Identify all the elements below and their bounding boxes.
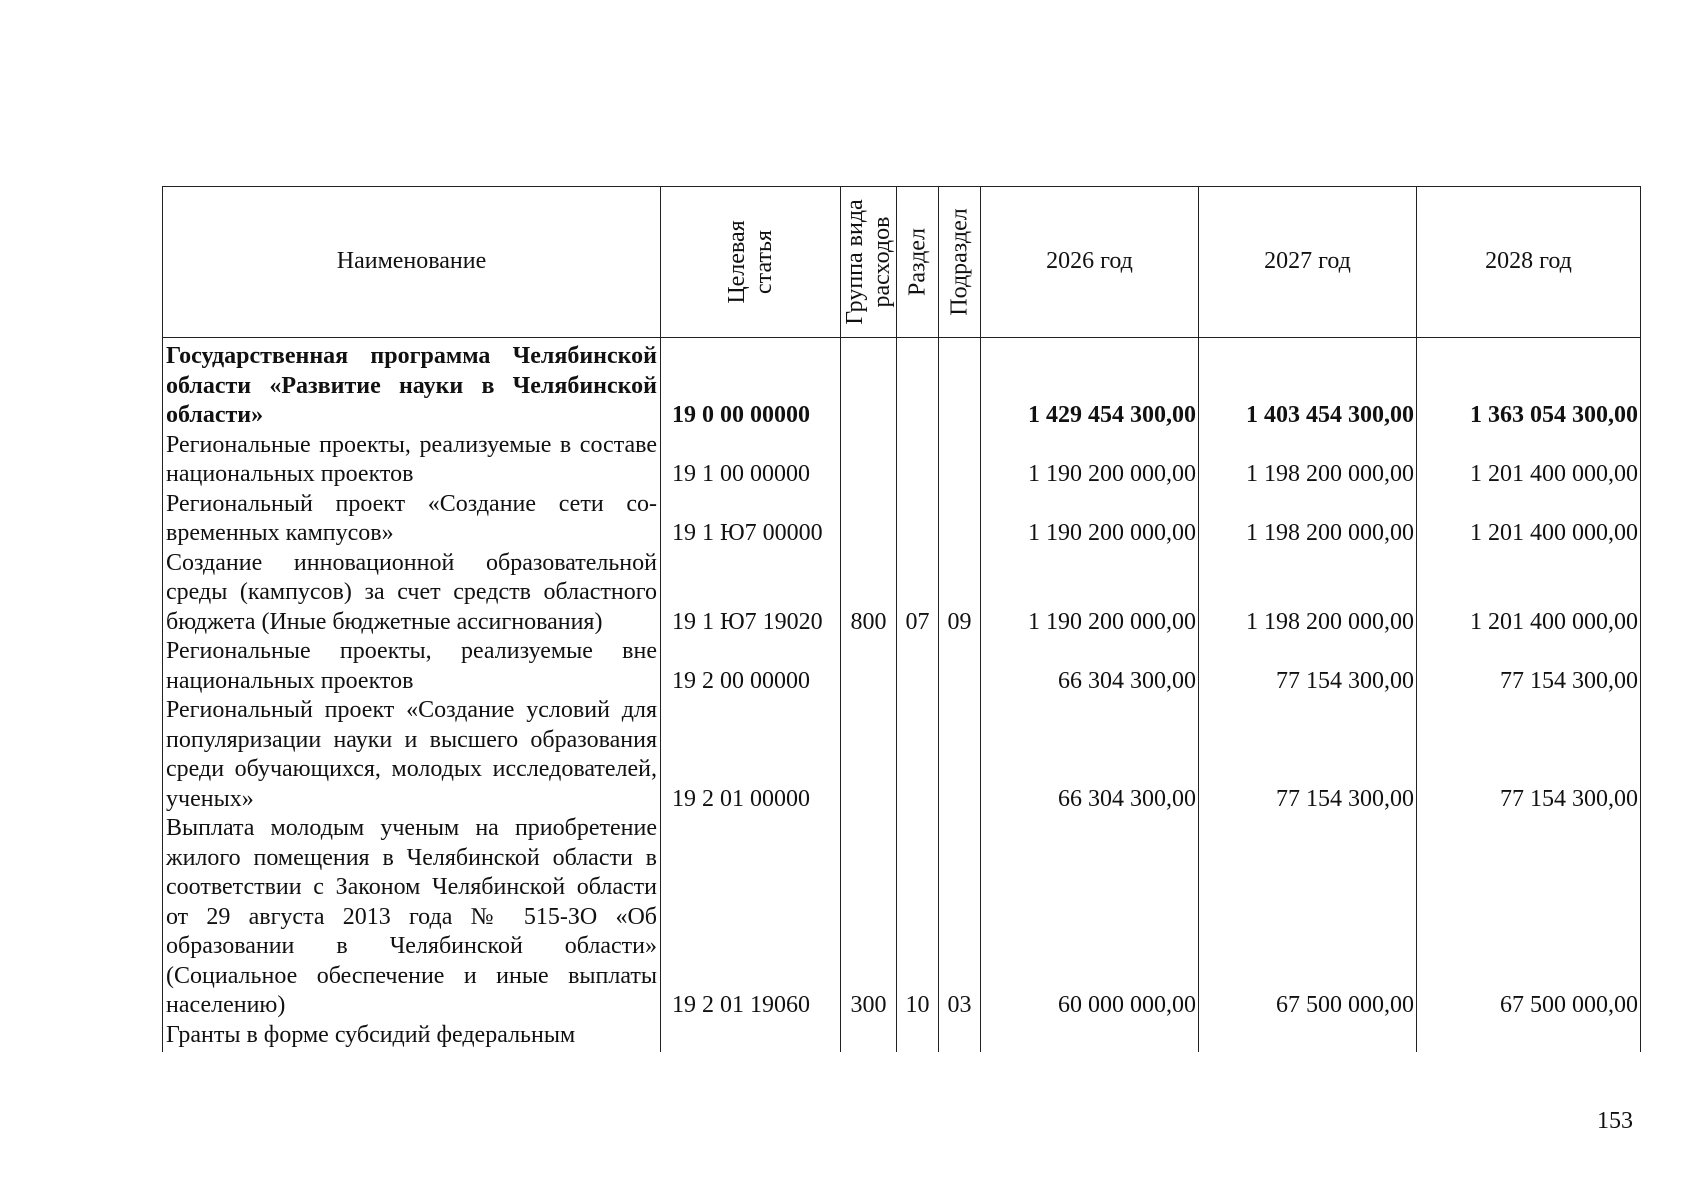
row-name: Региональные проекты, реализуемые в составе национальных проектов [163,431,661,490]
row-2028: 1 201 400 000,00 [1417,431,1641,490]
row-2026: 1 190 200 000,00 [981,490,1199,549]
row-section [897,637,939,696]
header-subsection [939,187,981,338]
row-section [897,1021,939,1053]
header-target-label: Целевая статья [723,220,777,304]
row-2028: 77 154 300,00 [1417,696,1641,814]
row-group: 800 [841,549,897,638]
header-2028: 2028 год [1417,187,1641,338]
row-group [841,490,897,549]
row-name: Региональный проект «Создание сети современных кампусов» [163,490,661,549]
table-row [163,490,1641,549]
row-subsection [939,431,981,490]
table-row [163,549,1641,638]
table-row [163,696,1641,814]
table-header-row [163,187,1641,338]
table-row [163,1021,1641,1053]
row-group [841,338,897,431]
row-subsection [939,637,981,696]
row-name: Государственная программа Челябинской области «Развитие науки в Челябинской области» [163,338,661,431]
row-2027: 1 198 200 000,00 [1199,549,1417,638]
header-2027: 2027 год [1199,187,1417,338]
table-row [163,431,1641,490]
row-2026: 1 190 200 000,00 [981,431,1199,490]
row-section [897,696,939,814]
row-2027: 77 154 300,00 [1199,696,1417,814]
header-group-label: Группа вида расходов [841,199,895,325]
row-section: 10 [897,814,939,1021]
row-target: 19 1 Ю7 00000 [661,490,841,549]
row-2027: 1 198 200 000,00 [1199,431,1417,490]
row-target: 19 2 01 00000 [661,696,841,814]
row-2026 [981,1021,1199,1053]
row-2027: 67 500 000,00 [1199,814,1417,1021]
row-subsection [939,696,981,814]
row-section: 07 [897,549,939,638]
budget-table [162,186,1641,1052]
row-section [897,490,939,549]
row-name: Региональный проект «Создание условий для популяризации науки и высшего образования среди обучающихся, молодых исследователей, ученых» [163,696,661,814]
row-section [897,338,939,431]
header-target [661,187,841,338]
header-group [841,187,897,338]
table-row [163,637,1641,696]
row-2026: 60 000 000,00 [981,814,1199,1021]
row-name: Региональные проекты, реализуемые вне национальных проектов [163,637,661,696]
row-2026: 1 429 454 300,00 [981,338,1199,431]
header-name: Наименование [163,187,661,338]
row-2028: 1 201 400 000,00 [1417,549,1641,638]
row-subsection: 03 [939,814,981,1021]
row-section [897,431,939,490]
table-row [163,814,1641,1021]
row-2026: 1 190 200 000,00 [981,549,1199,638]
row-2027 [1199,1021,1417,1053]
row-target [661,1021,841,1053]
row-group [841,1021,897,1053]
row-2028 [1417,1021,1641,1053]
row-subsection: 09 [939,549,981,638]
page-number: 153 [1597,1108,1633,1134]
row-group [841,637,897,696]
row-2027: 77 154 300,00 [1199,637,1417,696]
row-name: Выплата молодым ученым на приобретение жилого помещения в Челябинской области в соответствии с Законом Челябинской области от 29 августа 2013 года № 515-ЗО «Об образовании в Челябинской области» (Социальное обеспечение и иные выплаты населению) [163,814,661,1021]
row-2027: 1 403 454 300,00 [1199,338,1417,431]
header-section-label: Раздел [904,228,930,296]
row-2026: 66 304 300,00 [981,696,1199,814]
row-target: 19 1 Ю7 19020 [661,549,841,638]
row-target: 19 2 01 19060 [661,814,841,1021]
row-2027: 1 198 200 000,00 [1199,490,1417,549]
row-target: 19 2 00 00000 [661,637,841,696]
row-subsection [939,490,981,549]
row-target: 19 1 00 00000 [661,431,841,490]
header-subsection-label: Подраздел [946,208,972,316]
row-subsection [939,1021,981,1053]
row-2028: 77 154 300,00 [1417,637,1641,696]
header-2026: 2026 год [981,187,1199,338]
row-name: Создание инновационной образовательной среды (кампусов) за счет средств областного бюджета (Иные бюджетные ассигнования) [163,549,661,638]
row-group [841,431,897,490]
row-group [841,696,897,814]
row-subsection [939,338,981,431]
row-2028: 67 500 000,00 [1417,814,1641,1021]
row-2028: 1 363 054 300,00 [1417,338,1641,431]
row-2028: 1 201 400 000,00 [1417,490,1641,549]
table-row [163,338,1641,431]
row-group: 300 [841,814,897,1021]
header-section [897,187,939,338]
row-target: 19 0 00 00000 [661,338,841,431]
row-2026: 66 304 300,00 [981,637,1199,696]
row-name: Гранты в форме субсидий федеральным [163,1021,661,1053]
